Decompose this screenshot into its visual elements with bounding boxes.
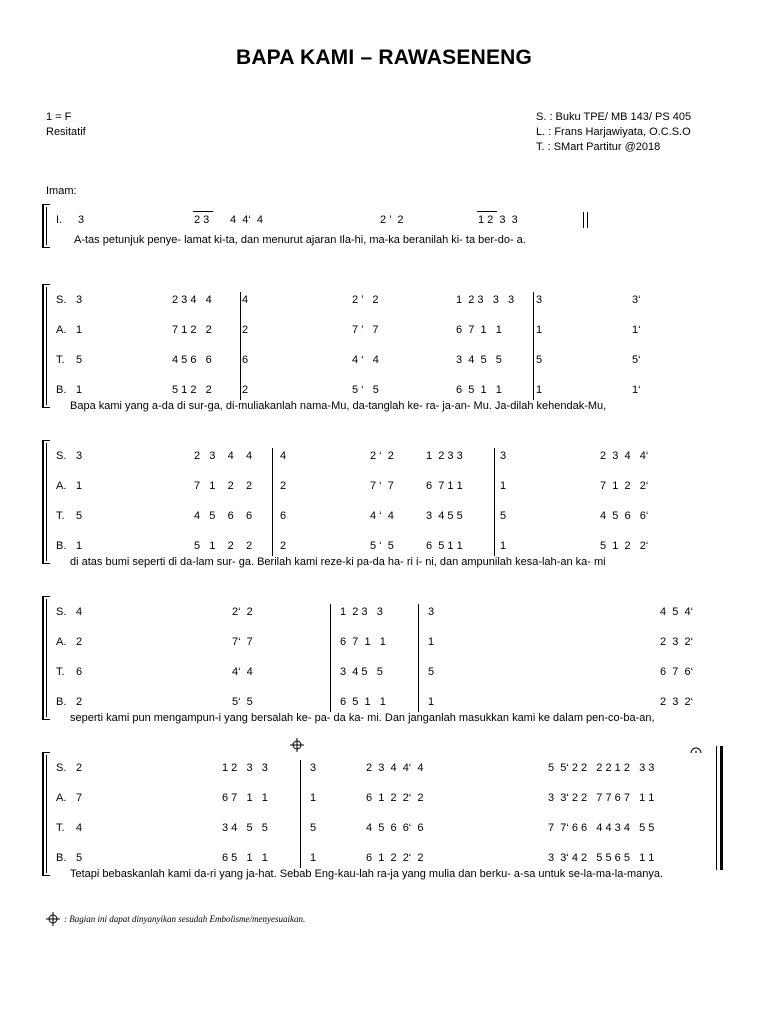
voice-label: A. (56, 480, 67, 492)
note-group: 6 5 1 1 (426, 540, 463, 552)
style-label: Resitatif (46, 126, 86, 138)
note-group: 5 (76, 354, 83, 366)
voice-row-t (0, 822, 768, 838)
note-group: 6 5 1 1 (456, 384, 502, 396)
note-group: 1 (500, 480, 507, 492)
voice-row-a (0, 480, 768, 496)
voice-label: B. (56, 540, 67, 552)
note-group: 3 4 5 5 (340, 666, 383, 678)
note-group: 2 3 2‘ (660, 696, 694, 708)
note-group: 5 ‘ 5 (352, 384, 379, 396)
meta-right (536, 110, 691, 155)
note-group: 6 7 1 1 (426, 480, 463, 492)
voice-row-t (0, 510, 768, 526)
final-barline (587, 212, 588, 228)
voice-label: I. (56, 214, 63, 226)
voice-label: A. (56, 324, 67, 336)
imam-label: Imam: (46, 185, 77, 197)
song-title: BAPA KAMI – RAWASENENG (235, 46, 533, 69)
voice-label: S. (56, 450, 67, 462)
note-group: 7‘ 7 (232, 636, 253, 648)
note-group: 4 4‘ 4 (230, 214, 264, 226)
coda-icon (46, 912, 60, 926)
note-group: 3‘ (632, 294, 641, 306)
barline (272, 448, 273, 556)
voice-row-b (0, 384, 768, 400)
source-info: S. : Buku TPE/ MB 143/ PS 405 (536, 111, 692, 123)
note-group: 4 ‘ 4 (370, 510, 394, 522)
note-group: 1 (76, 540, 83, 552)
voice-label: B. (56, 852, 67, 864)
note-group: 1 (428, 696, 435, 708)
note-group: 1 2 3 3 (222, 762, 268, 774)
note-group: 1 (310, 852, 317, 864)
note-group: 3 3‘ 4 2 5 5 6 5 1 1 (548, 852, 655, 864)
note-group: 1 (76, 324, 83, 336)
barline (418, 604, 419, 712)
voice-label: S. (56, 294, 67, 306)
barline (533, 292, 534, 400)
voice-row-s (0, 294, 768, 310)
note-group: 2 3 4 4 (172, 294, 212, 306)
note-group: 2 (76, 696, 83, 708)
note-group: 6 7 6‘ (660, 666, 694, 678)
voice-row-s (0, 762, 768, 778)
note-group: 5‘ 5 (232, 696, 253, 708)
note-group: 1 2 3 3 3 (456, 294, 515, 306)
barline (300, 760, 301, 868)
voice-row-t (0, 354, 768, 370)
note-group: 3 (78, 214, 85, 226)
note-group: 1 (500, 540, 507, 552)
note-group: 4 5 6 6‘ (600, 510, 649, 522)
note-group: 1 2 3 3 (478, 214, 518, 226)
note-group: 1 (536, 324, 543, 336)
note-group: 2 (76, 762, 83, 774)
note-group: 2‘ 2 (232, 606, 253, 618)
note-group: 7 1 2 2 (172, 324, 212, 336)
note-group: 7 ’ 7 (352, 324, 379, 336)
note-group: 6 5 1 1 (340, 696, 386, 708)
note-group: 4‘ 4 (232, 666, 253, 678)
voice-row-b (0, 852, 768, 868)
note-group: 1‘ (632, 384, 641, 396)
note-group: 1‘ (632, 324, 641, 336)
note-group: 2 (242, 324, 249, 336)
lyrics-line: A-tas petunjuk penye- lamat ki-ta, dan menurut ajaran Ila-hi, ma-ka beranilah ki- ta ber-do- a. (74, 234, 526, 246)
note-group: 5 (76, 510, 83, 522)
barline (240, 292, 241, 400)
note-group: 3 (76, 450, 83, 462)
note-group: 1 (536, 384, 543, 396)
note-group: 4 (76, 606, 83, 618)
voice-row-a (0, 636, 768, 652)
final-barline (583, 212, 584, 228)
beam (193, 211, 213, 212)
lyrics-line: di atas bumi seperti di da-lam sur- ga. Berilah kami reze-ki pa-da ha- ri i- ni, dan ampunilah kesa-lah-an ka- mi (70, 556, 606, 568)
note-group: 3 4 5 5 (426, 510, 463, 522)
note-group: 5 (76, 852, 83, 864)
voice-label: B. (56, 696, 67, 708)
note-group: 3 (76, 294, 83, 306)
lyrics-line: Bapa kami yang a-da di sur-ga, di-muliakanlah nama-Mu, da-tanglah ke- ra- ja-an- Mu. Ja-dilah kehendak-Mu, (70, 400, 607, 412)
voice-label: T. (56, 510, 65, 522)
note-group: 3 (310, 762, 317, 774)
lyrics-author: L. : Frans Harjawiyata, O.C.S.O (536, 126, 691, 138)
key-signature: 1 = F (46, 111, 72, 123)
note-group: 6 7 1 1 (456, 324, 502, 336)
note-group: 3 3‘ 2 2 7 7 6 7 1 1 (548, 792, 655, 804)
note-group: 1 2 3 3 (340, 606, 383, 618)
voice-row-s (0, 606, 768, 622)
note-group: 7 (76, 792, 83, 804)
note-group: 2 3 4 4‘ (600, 450, 649, 462)
note-group: 6 (280, 510, 287, 522)
note-group: 2 (242, 384, 249, 396)
barline (330, 604, 331, 712)
lyrics-line: Tetapi bebaskanlah kami da-ri yang ja-hat. Sebab Eng-kau-lah ra-ja yang mulia dan berku- a-sa untuk se-la-ma-la-manya. (70, 868, 664, 880)
note-group: 4 (76, 822, 83, 834)
note-group: 5 (310, 822, 317, 834)
voice-row-t (0, 666, 768, 682)
note-group: 6 (76, 666, 83, 678)
voice-label: T. (56, 666, 65, 678)
note-group: 1 (76, 480, 83, 492)
note-group: 3 4 5 5 (222, 822, 268, 834)
note-group: 6 7 1 1 (222, 792, 268, 804)
note-group: 5 1 2 2 (172, 384, 212, 396)
note-group: 3 4 5 5 (456, 354, 502, 366)
note-group: 4 5 6 6 (172, 354, 212, 366)
note-group: 5 (536, 354, 543, 366)
note-group: 1 (76, 384, 83, 396)
note-group: 7 ‘ 7 (370, 480, 394, 492)
barline (494, 448, 495, 556)
final-barline-thick (720, 746, 723, 870)
note-group: 4 5 6 6 (194, 510, 253, 522)
voice-row-a (0, 792, 768, 808)
fermata-icon (690, 746, 702, 754)
note-group: 6 5 1 1 (222, 852, 268, 864)
note-group: 5 1 2 2‘ (600, 540, 649, 552)
transcriber: T. : SMart Partitur @2018 (536, 141, 661, 153)
note-group: 2 ‘ 2 (370, 450, 394, 462)
note-group: 3 (428, 606, 435, 618)
note-group: 1 (310, 792, 317, 804)
note-group: 1 (428, 636, 435, 648)
note-group: 2 3 (194, 214, 210, 226)
voice-label: B. (56, 384, 67, 396)
note-group: 7 7‘ 6 6 4 4 3 4 5 5 (548, 822, 655, 834)
footnote (46, 912, 305, 926)
footnote-text: : Bagian ini dapat dinyanyikan sesudah Embolisme/menyesuaikan. (64, 914, 306, 924)
note-group: 5 1 2 2 (194, 540, 253, 552)
voice-label: S. (56, 762, 67, 774)
voice-row-b (0, 696, 768, 712)
meta-left (46, 110, 86, 140)
note-group: 6 7 1 1 (340, 636, 386, 648)
coda-icon (290, 738, 304, 752)
note-group: 6 (242, 354, 249, 366)
beam (477, 211, 497, 212)
note-group: 4 ‘ 4 (352, 354, 379, 366)
note-group: 2 (76, 636, 83, 648)
voice-label: T. (56, 354, 65, 366)
note-group: 1 2 3 3 (426, 450, 463, 462)
note-group: 3 (500, 450, 507, 462)
note-group: 2 (280, 540, 287, 552)
voice-row-b (0, 540, 768, 556)
note-group: 4 (280, 450, 287, 462)
note-group: 4 (242, 294, 249, 306)
voice-row-imam (0, 214, 768, 230)
note-group: 2 (280, 480, 287, 492)
note-group: 5 (428, 666, 435, 678)
lyrics-line: seperti kami pun mengampun-i yang bersalah ke- pa- da ka- mi. Dan janganlah masukkan kami ke dalam pen-co-ba-an, (70, 712, 655, 724)
voice-row-a (0, 324, 768, 340)
note-group: 5‘ (632, 354, 641, 366)
voice-label: A. (56, 792, 67, 804)
voice-label: T. (56, 822, 65, 834)
note-group: 2 3 2‘ (660, 636, 694, 648)
note-group: 2 ’ 2 (380, 214, 404, 226)
note-group: 4 5 6 6‘ 6 (366, 822, 424, 834)
voice-label: A. (56, 636, 67, 648)
note-group: 5 (500, 510, 507, 522)
note-group: 6 1 2 2‘ 2 (366, 792, 424, 804)
note-group: 7 1 2 2 (194, 480, 253, 492)
note-group: 4 5 4‘ (660, 606, 694, 618)
voice-row-s (0, 450, 768, 466)
note-group: 6 1 2 2‘ 2 (366, 852, 424, 864)
note-group: 2 3 4 4‘ 4 (366, 762, 424, 774)
final-barline (716, 746, 717, 870)
note-group: 3 (536, 294, 543, 306)
voice-label: S. (56, 606, 67, 618)
note-group: 5 ‘ 5 (370, 540, 394, 552)
note-group: 2 ’ 2 (352, 294, 379, 306)
note-group: 7 1 2 2‘ (600, 480, 649, 492)
note-group: 5 5‘ 2 2 2 2 1 2 3 3 (548, 762, 655, 774)
note-group: 2 3 4 4 (194, 450, 253, 462)
